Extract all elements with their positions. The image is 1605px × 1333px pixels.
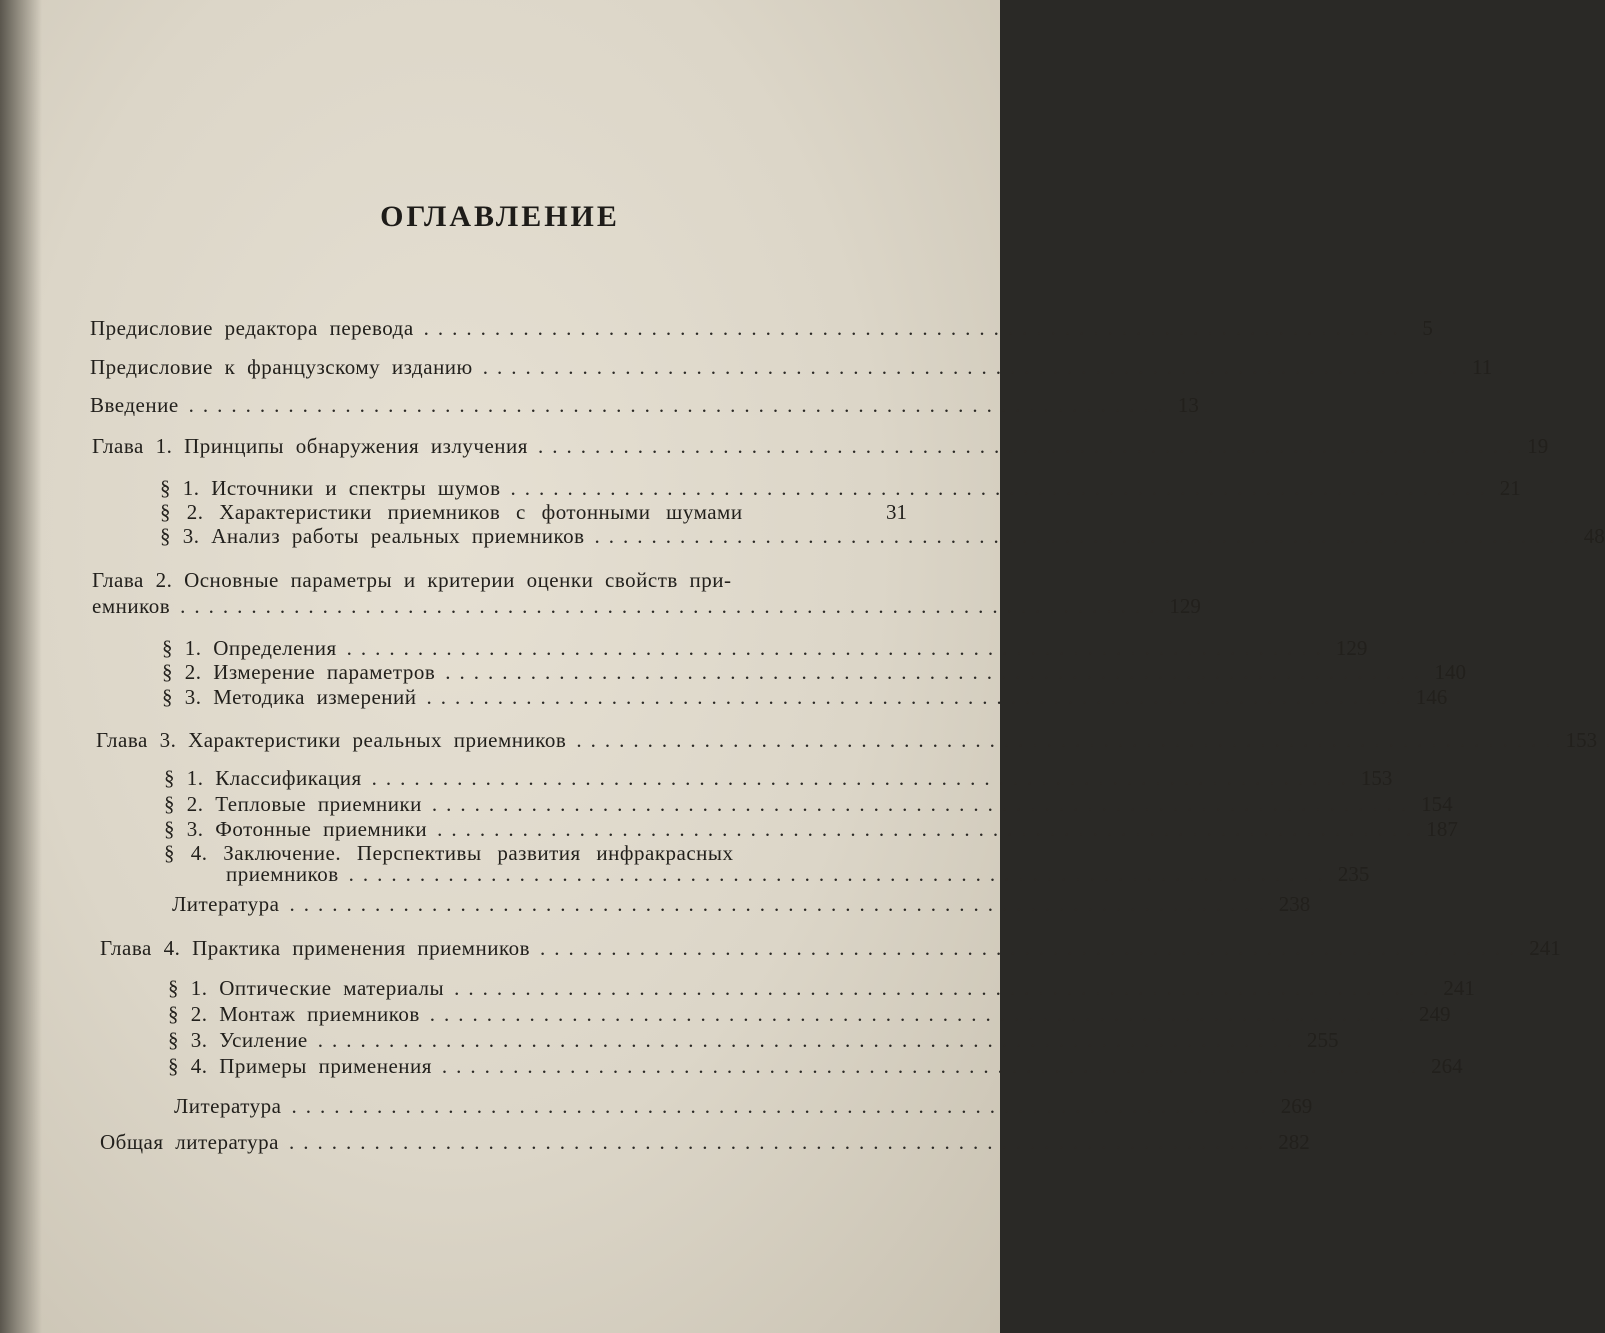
toc-page-number: 154 [1421,792,1453,816]
toc-entry-ch4-section-4[interactable] [168,1054,1463,1079]
leader-dots: ..................................................................... [188,393,1172,417]
toc-page-number: 153 [1360,766,1393,790]
toc-page-number: 264 [1431,1054,1463,1078]
toc-page-number: 5 [1422,316,1433,340]
toc-entry-label: § 2. Монтаж приемников [168,1002,420,1026]
leader-dots: ..................................................................... [348,862,1332,886]
toc-entry-general-literature[interactable] [100,1130,1310,1155]
leader-dots: ..................................................................... [482,355,1466,379]
toc-page-number: 249 [1419,1002,1451,1026]
toc-entry-chapter-2[interactable] [92,568,732,593]
toc-entry-chapter-3[interactable] [96,728,1598,753]
toc-page-number: 129 [1335,636,1368,660]
leader-dots: ..................................................................... [291,1094,1275,1118]
toc-entry-label: § 1. Определения [162,636,337,660]
toc-entry-ch3-section-1[interactable] [164,766,1393,791]
toc-entry-ch3-section-3[interactable] [164,817,1458,842]
toc-entry-label: § 1. Оптические материалы [168,976,445,1000]
toc-entry-label-line-1: Глава 2. Основные параметры и критерии оценки свойств при- [92,568,732,592]
toc-entry-ch1-section-2[interactable] [160,500,907,525]
toc-entry-label: Предисловие редактора перевода [90,316,414,340]
toc-page-number: 13 [1177,393,1199,417]
leader-dots: ..................................................................... [180,594,1164,618]
toc-page-number: 241 [1529,936,1561,960]
toc-entry-ch3-literature[interactable] [172,892,1311,917]
toc-title: ОГЛАВЛЕНИЕ [380,200,620,233]
toc-entry-ch4-section-2[interactable] [168,1002,1451,1027]
toc-page-number: 21 [1499,476,1521,500]
toc-entry-label: § 3. Усиление [168,1028,308,1052]
toc-page-number: 153 [1565,728,1598,752]
toc-entry-label-line-2: емников [92,594,171,618]
toc-entry-ch1-section-3[interactable] [160,524,1605,549]
toc-page-number: 187 [1426,817,1458,841]
leader-dots: ..................................................................... [594,524,1578,548]
toc-page-number: 255 [1307,1028,1339,1052]
toc-entry-ch1-section-1[interactable] [160,476,1521,501]
leader-dots: ..................................................................... [429,1002,1414,1026]
toc-entry-label: Литература [174,1094,282,1118]
leader-dots: ..................................................................... [537,434,1522,458]
toc-page-number: 48 [1583,524,1605,548]
toc-entry-label: Глава 1. Принципы обнаружения излучения [92,434,528,458]
toc-entry-label: § 3. Методика измерений [162,685,417,709]
leader-dots: ..................................................................... [431,792,1416,816]
toc-entry-preface-french[interactable] [90,355,1493,380]
leader-dots: ..................................................................... [540,936,1524,960]
toc-entry-preface-editor[interactable] [90,316,1433,341]
toc-entry-label: Глава 3. Характеристики реальных приемников [96,728,567,752]
toc-entry-ch4-literature[interactable] [174,1094,1313,1119]
toc-entry-ch3-section-4-continued[interactable] [226,862,1370,887]
toc-entry-label: § 3. Анализ работы реальных приемников [160,524,585,548]
leader-dots: ..................................................................... [437,817,1421,841]
toc-entry-label: Введение [90,393,179,417]
toc-page-number: 235 [1337,862,1370,886]
toc-entry-ch2-section-2[interactable] [162,660,1466,685]
toc-entry-ch4-section-3[interactable] [168,1028,1339,1053]
toc-entry-ch4-section-1[interactable] [168,976,1475,1001]
leader-dots: ..................................................................... [510,476,1494,500]
toc-page-number: 11 [1471,355,1493,379]
toc-entry-label: § 2. Характеристики приемников с фотонными шумами [160,500,743,524]
toc-page-number: 31 [886,500,907,524]
toc-page-number: 269 [1280,1094,1313,1118]
leader-dots: ..................................................................... [317,1028,1302,1052]
toc-entry-ch3-section-2[interactable] [164,792,1453,817]
toc-page-number: 146 [1415,685,1448,709]
toc-entry-label: Общая литература [100,1130,279,1154]
toc-entry-label: § 1. Источники и спектры шумов [160,476,501,500]
toc-entry-label: § 4. Примеры применения [168,1054,432,1078]
toc-entry-chapter-1[interactable] [92,434,1549,459]
leader-dots: ..................................................................... [441,1054,1426,1078]
toc-page-number: 140 [1434,660,1466,684]
leader-dots: ..................................................................... [371,766,1355,790]
leader-dots: ..................................................................... [454,976,1438,1000]
toc-entry-label: § 3. Фотонные приемники [164,817,428,841]
toc-entry-ch2-section-3[interactable] [162,685,1448,710]
toc-entry-label-line-1: § 4. Заключение. Перспективы развития инфракрасных [164,841,734,865]
leader-dots: ..................................................................... [426,685,1410,709]
toc-entry-label: § 2. Измерение параметров [162,660,436,684]
toc-page-number: 282 [1278,1130,1310,1154]
toc-page-number: 129 [1169,594,1201,618]
toc-entry-label: § 2. Тепловые приемники [164,792,422,816]
toc-entry-intro[interactable] [90,393,1199,418]
leader-dots: ..................................................................... [346,636,1330,660]
toc-entry-label: Литература [172,892,280,916]
leader-dots: ..................................................................... [576,728,1560,752]
leader-dots: ..................................................................... [288,1130,1273,1154]
toc-entry-chapter-2-continued[interactable] [92,594,1201,619]
toc-page-number: 19 [1527,434,1549,458]
toc-page-number: 238 [1278,892,1311,916]
toc-entry-ch2-section-1[interactable] [162,636,1368,661]
leader-dots: ..................................................................... [289,892,1273,916]
toc-page-number: 241 [1443,976,1475,1000]
toc-entry-label: Глава 4. Практика применения приемников [100,936,531,960]
toc-entry-chapter-4[interactable] [100,936,1561,961]
toc-entry-label: § 1. Классификация [164,766,362,790]
toc-entry-label-line-2: приемников [226,862,339,886]
leader-dots: ..................................................................... [445,660,1429,684]
toc-entry-label: Предисловие к французскому изданию [90,355,473,379]
leader-dots: ..................................................................... [423,316,1407,340]
